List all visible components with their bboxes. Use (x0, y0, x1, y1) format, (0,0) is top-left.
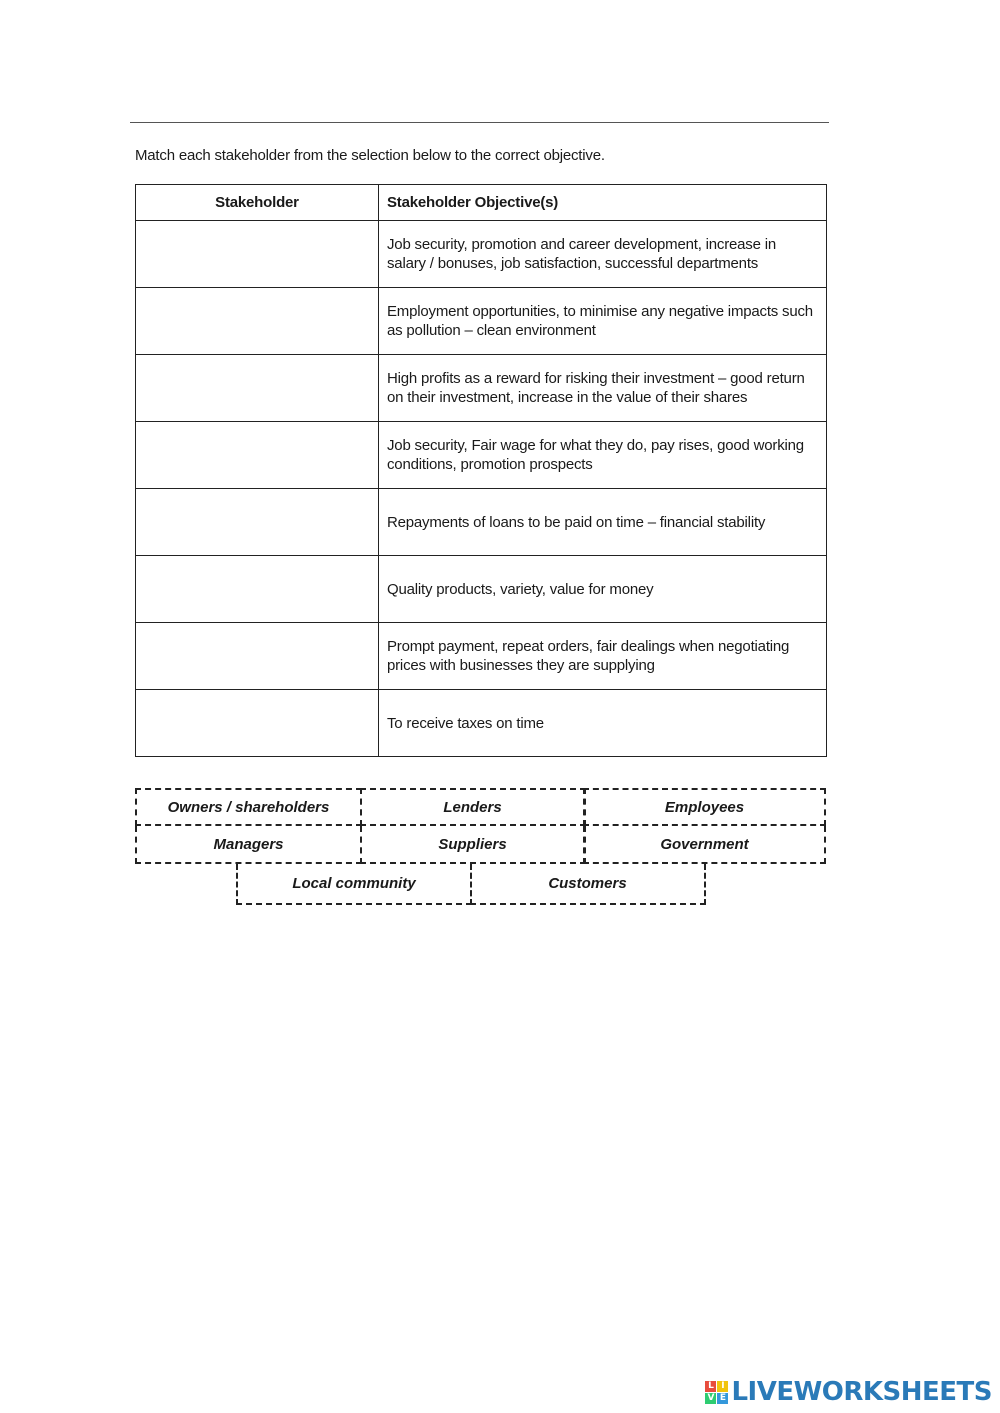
table-row (136, 489, 827, 556)
instruction-text: Match each stakeholder from the selection below to the correct objective. (135, 147, 605, 164)
table-row (136, 288, 827, 355)
word-card-customers[interactable]: Customers (470, 864, 706, 905)
table-row (136, 556, 827, 623)
table-row (136, 221, 827, 288)
liveworksheets-brand (705, 1377, 992, 1407)
stakeholder-answer-cell[interactable] (136, 221, 379, 288)
column-header-objectives: Stakeholder Objective(s) (379, 185, 827, 221)
objective-cell: Quality products, variety, value for money (379, 556, 827, 623)
brand-name: LIVEWORKSHEETS (731, 1377, 992, 1407)
word-card-government[interactable]: Government (583, 826, 826, 864)
objective-cell: Prompt payment, repeat orders, fair dealings when negotiating prices with businesses they are supplying (379, 623, 827, 690)
logo-letter: E (717, 1393, 728, 1404)
word-bank-row-1 (135, 788, 824, 826)
objective-cell: To receive taxes on time (379, 690, 827, 757)
stakeholder-answer-cell[interactable] (136, 489, 379, 556)
stakeholder-answer-cell[interactable] (136, 355, 379, 422)
word-card-local-community[interactable]: Local community (236, 864, 472, 905)
word-card-lenders[interactable]: Lenders (360, 788, 586, 826)
logo-letter: L (705, 1381, 716, 1392)
word-bank-row-3 (236, 864, 703, 905)
table-row (136, 690, 827, 757)
stakeholder-answer-cell[interactable] (136, 623, 379, 690)
table-row (136, 422, 827, 489)
stakeholder-answer-cell[interactable] (136, 288, 379, 355)
word-card-owners-shareholders[interactable]: Owners / shareholders (135, 788, 362, 826)
stakeholder-table (135, 184, 827, 757)
table-row (136, 355, 827, 422)
objective-cell: Job security, promotion and career development, increase in salary / bonuses, job satisfaction, successful departments (379, 221, 827, 288)
stakeholder-answer-cell[interactable] (136, 556, 379, 623)
word-bank-row-2 (135, 826, 824, 864)
liveworksheets-logo-icon (705, 1381, 728, 1404)
stakeholder-answer-cell[interactable] (136, 422, 379, 489)
word-card-employees[interactable]: Employees (583, 788, 826, 826)
objective-cell: Repayments of loans to be paid on time – financial stability (379, 489, 827, 556)
table-header-row (136, 185, 827, 221)
word-card-suppliers[interactable]: Suppliers (360, 826, 586, 864)
objective-cell: Job security, Fair wage for what they do, pay rises, good working conditions, promotion prospects (379, 422, 827, 489)
objective-cell: High profits as a reward for risking their investment – good return on their investment, increase in the value of their shares (379, 355, 827, 422)
table-row (136, 623, 827, 690)
logo-letter: I (717, 1381, 728, 1392)
objective-cell: Employment opportunities, to minimise any negative impacts such as pollution – clean environment (379, 288, 827, 355)
logo-letter: V (705, 1393, 716, 1404)
header-divider (130, 122, 829, 123)
column-header-stakeholder: Stakeholder (136, 185, 379, 221)
stakeholder-answer-cell[interactable] (136, 690, 379, 757)
word-card-managers[interactable]: Managers (135, 826, 362, 864)
